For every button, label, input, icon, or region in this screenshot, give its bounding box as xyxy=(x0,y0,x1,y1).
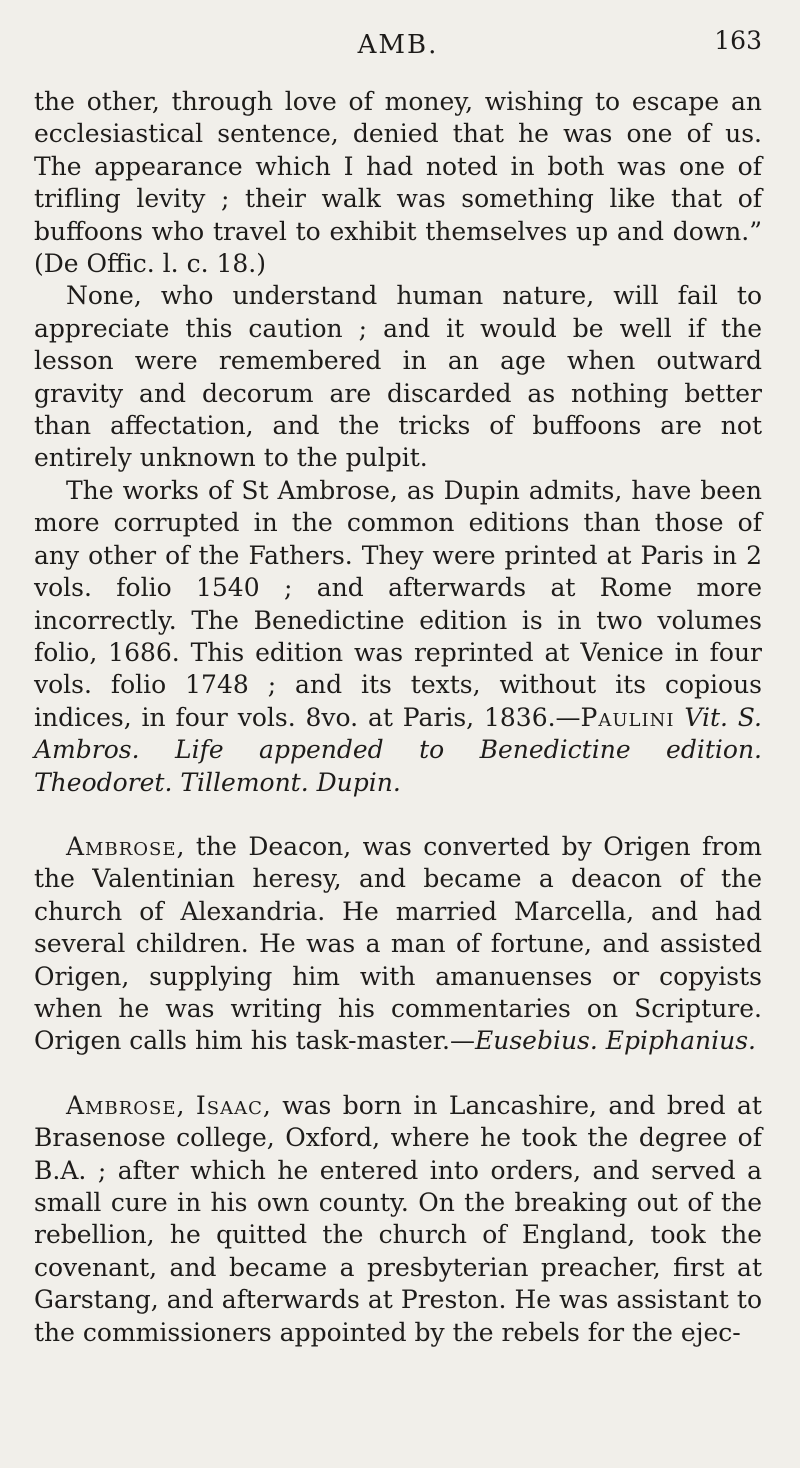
entry-headword: Ambrose xyxy=(66,831,177,861)
entry-text: , the Deacon, was converted by Origen from the Valentinian heresy, and became a deacon of the church of Alexandria. He married Marcella, and had several children. He was a man of fortune, and assisted Origen, supplying him with amanuenses or copyists when he was writing his commentaries on Scripture. Origen calls him his task-master.— xyxy=(34,831,762,1056)
paragraph-works xyxy=(34,475,762,799)
running-title: AMB. xyxy=(357,30,439,60)
body-text xyxy=(34,86,762,1349)
works-text: The works of St Ambrose, as Dupin admits, have been more corrupted in the common editions than those of any other of the Fathers. They were printed at Paris in 2 vols. folio 1540 ; and afterwards at Rome more incorrectly. The Benedictine edition is in two volumes folio, 1686. This edition was reprinted at Venice in four vols. folio 1748 ; and its texts, without its copious indices, in four vols. 8vo. at Paris, 1836.— xyxy=(34,475,762,732)
works-references: Vit. S. Ambros. Life appended to Benedictine edition. Theodoret. Tillemont. Dupin. xyxy=(34,702,762,797)
entry-references: Eusebius. Epiphanius. xyxy=(474,1026,756,1056)
paragraph-caution: None, who understand human nature, will fail to appreciate this caution ; and it would be well if the lesson were remembered in an age when outward gravity and decorum are discarded as nothing better than affectation, and the tricks of buffoons are not entirely unknown to the pulpit. xyxy=(34,281,762,473)
entry-ambrose-isaac xyxy=(34,1090,762,1349)
works-author: Paulini xyxy=(580,702,675,732)
entry-headword: Ambrose xyxy=(66,1090,177,1120)
entry-forename: Isaac xyxy=(195,1090,263,1120)
entry-text: , was born in Lancashire, and bred at Brasenose college, Oxford, where he took the degree of B.A. ; after which he entered into orders, and served a small cure in his own county. On the breaking out of the rebellion, he quitted the church of England, took the covenant, and became a presbyterian preacher, first at Garstang, and afterwards at Preston. He was assistant to the commissioners appointed by the rebels for the ejec- xyxy=(34,1090,762,1347)
running-head xyxy=(34,16,762,68)
entry-ambrose-deacon xyxy=(34,831,762,1058)
entry-comma: , xyxy=(176,1090,196,1120)
paragraph-continuation: the other, through love of money, wishing to escape an ecclesiastical sentence, denied that he was one of us. The appearance which I had noted in both was one of trifling levity ; their walk was something like that of buffoons who travel to exhibit themselves up and down.” (De Offic. l. c. 18.) xyxy=(34,87,762,279)
page-number: 163 xyxy=(714,26,762,55)
